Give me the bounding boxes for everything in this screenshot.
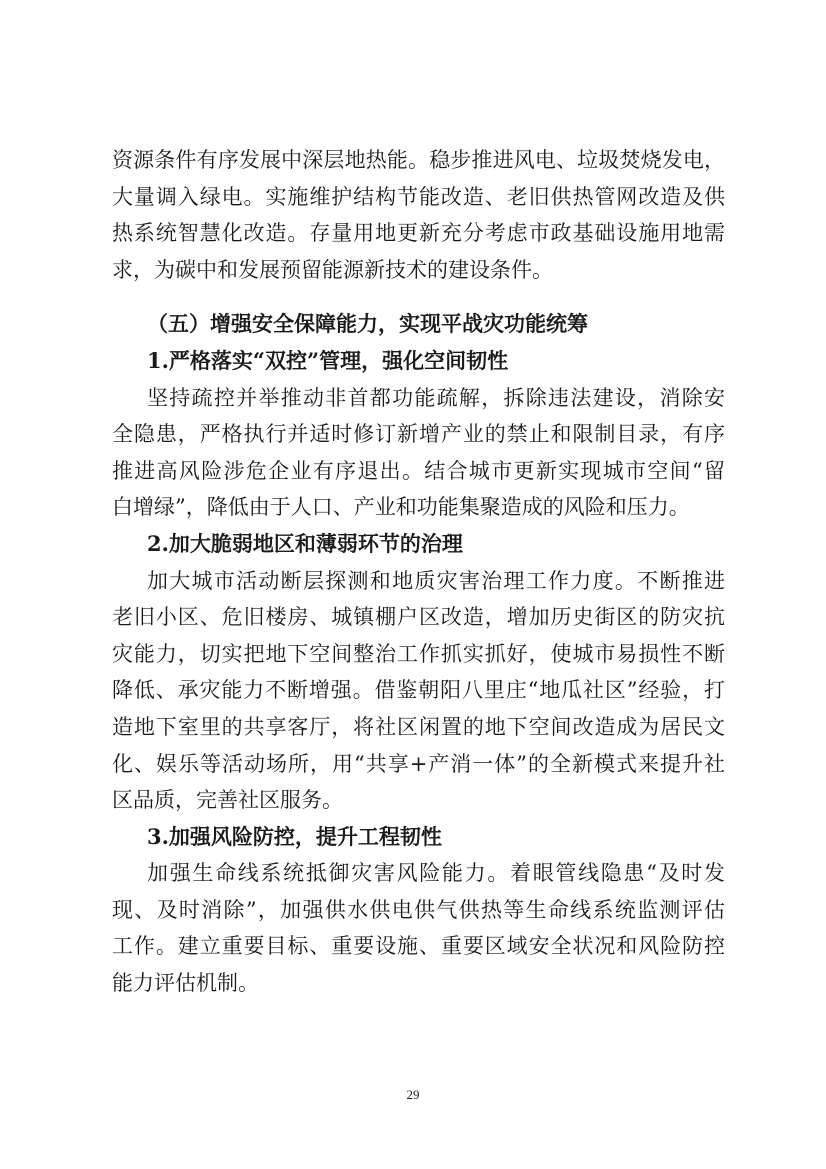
paragraph-line: 全隐患，严格执行并适时修订新增产业的禁止和限制目录，有序 (112, 422, 725, 447)
paragraph-line: 区品质，完善社区服务。 (112, 788, 343, 813)
document-body (112, 142, 725, 1002)
subsection-heading: 3.加强风险防控，提升工程韧性 (147, 823, 442, 849)
paragraph-line: 降低、承灾能力不断增强。借鉴朝阳八里庄“地瓜社区”经验，打 (112, 678, 725, 703)
subsection-heading: 1.严格落实“双控”管理，强化空间韧性 (147, 347, 509, 373)
paragraph-line: 能力评估机制。 (112, 971, 259, 996)
paragraph (112, 855, 725, 1001)
page-number: 29 (406, 1087, 420, 1102)
paragraph-line: 现、及时消除”，加强供水供电供气供热等生命线系统监测评估 (112, 897, 725, 922)
paragraph-line: 造地下室里的共享客厅，将社区闲置的地下空间改造成为居民文 (112, 714, 725, 739)
paragraph-line: 热系统智慧化改造。存量用地更新充分考虑市政基础设施用地需 (112, 221, 725, 246)
paragraph-line: 加强生命线系统抵御灾害风险能力。着眼管线隐患“及时发 (147, 861, 725, 886)
paragraph (112, 563, 725, 819)
paragraph (112, 142, 725, 288)
paragraph-line: 求，为碳中和发展预留能源新技术的建设条件。 (112, 257, 553, 282)
paragraph-line: 推进高风险涉危企业有序退出。结合城市更新实现城市空间“留 (112, 458, 725, 483)
paragraph-line: 白增绿”，降低由于人口、产业和功能集聚造成的风险和压力。 (112, 495, 690, 520)
paragraph-line: 化、娱乐等活动场所，用“共享+产消一体”的全新模式来提升社 (112, 751, 725, 776)
paragraph-line: 坚持疏控并举推动非首都功能疏解，拆除违法建设，消除安 (147, 385, 725, 410)
paragraph-line: 灾能力，切实把地下空间整治工作抓实抓好，使城市易损性不断 (112, 641, 725, 666)
section-heading: （五）增强安全保障能力，实现平战灾功能统筹 (147, 311, 588, 337)
paragraph-line: 老旧小区、危旧楼房、城镇棚户区改造，增加历史街区的防灾抗 (112, 605, 725, 630)
paragraph-line: 加大城市活动断层探测和地质灾害治理工作力度。不断推进 (147, 568, 725, 593)
paragraph (112, 380, 725, 526)
paragraph-line: 工作。建立重要目标、重要设施、重要区域安全状况和风险防控 (112, 934, 725, 959)
subsection-heading: 2.加大脆弱地区和薄弱环节的治理 (147, 530, 463, 556)
paragraph-line: 资源条件有序发展中深层地热能。稳步推进风电、垃圾焚烧发电， (112, 148, 725, 172)
paragraph-line: 大量调入绿电。实施维护结构节能改造、老旧供热管网改造及供 (112, 184, 725, 209)
